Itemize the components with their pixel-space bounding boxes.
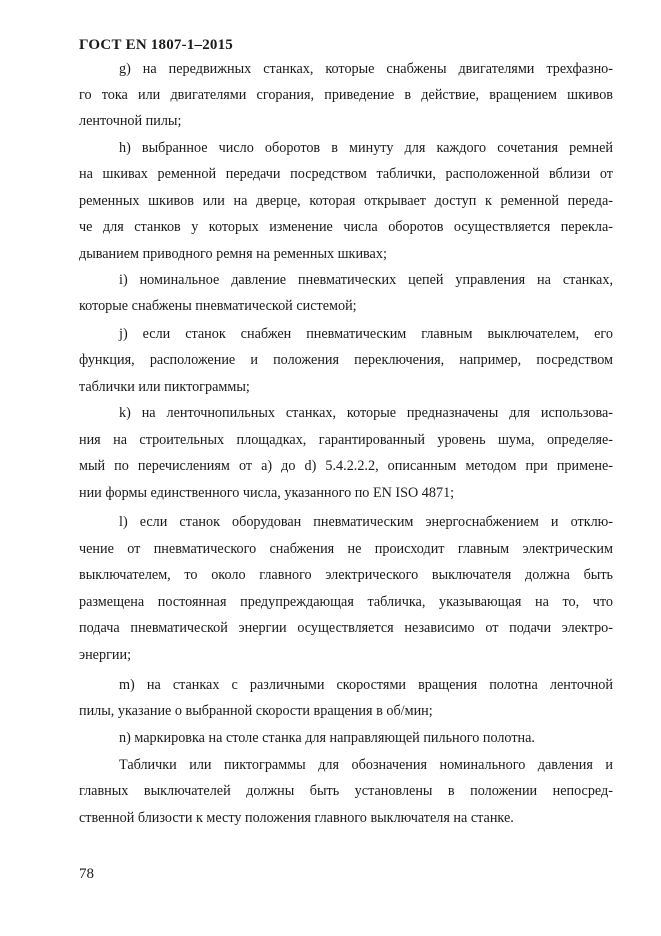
paragraph-line: пилы, указание о выбранной скорости вращения в об/мин; [79,703,433,719]
paragraph-line: n) маркировка на столе станка для направляющей пильного полотна. [119,730,535,746]
paragraph-line: ния на строительных площадках, гарантированный уровень шума, определяе- [79,432,613,448]
paragraph-line: которые снабжены пневматической системой; [79,298,357,314]
paragraph-line: выключателем, то около главного электрического выключателя должна быть [79,567,613,583]
paragraph-line: подача пневматической энергии осуществляется независимо от подачи электро- [79,620,613,636]
paragraph-line: функция, расположение и положения переключения, например, посредством [79,352,613,368]
paragraph-line: че для станков у которых изменение числа оборотов осуществляется перекла- [79,219,613,235]
paragraph-line: h) выбранное число оборотов в минуту для каждого сочетания ремней [119,140,613,156]
paragraph-line: дыванием приводного ремня на ременных шкивах; [79,246,387,262]
page-number: 78 [79,866,94,882]
paragraph-line: чение от пневматического снабжения не происходит главным электрическим [79,541,613,557]
paragraph-line: энергии; [79,647,132,663]
paragraph-line: i) номинальное давление пневматических цепей управления на станках, [119,272,613,288]
paragraph-line: нии формы единственного числа, указанного по EN ISO 4871; [79,485,455,501]
paragraph-line: ленточной пилы; [79,113,182,129]
paragraph-line: таблички или пиктограммы; [79,379,250,395]
document-standard-id: ГОСТ EN 1807-1–2015 [79,37,233,53]
paragraph-line: ременных шкивов или на дверце, которая открывает доступ к ременной переда- [79,193,613,209]
paragraph-line: m) на станках с различными скоростями вращения полотна ленточной [119,677,613,693]
paragraph-line: k) на ленточнопильных станках, которые предназначены для использова- [119,405,613,421]
paragraph-line: размещена постоянная предупреждающая табличка, указывающая на то, что [79,594,613,610]
paragraph-line: го тока или двигателями сгорания, приведение в действие, вращением шкивов [79,87,613,103]
paragraph-line: j) если станок снабжен пневматическим главным выключателем, его [119,326,613,342]
paragraph-line: мый по перечислениям от a) до d) 5.4.2.2.2, описанным методом при примене- [79,458,613,474]
paragraph-line: на шкивах ременной передачи посредством таблички, расположенной вблизи от [79,166,613,182]
paragraph-line: g) на передвижных станках, которые снабжены двигателями трехфазно- [119,61,613,77]
paragraph-line: Таблички или пиктограммы для обозначения номинального давления и [119,757,613,773]
paragraph-line: l) если станок оборудован пневматическим энергоснабжением и отклю- [119,514,613,530]
paragraph-line: ственной близости к месту положения главного выключателя на станке. [79,810,514,826]
paragraph-line: главных выключателей должны быть установлены в положении непосред- [79,783,613,799]
